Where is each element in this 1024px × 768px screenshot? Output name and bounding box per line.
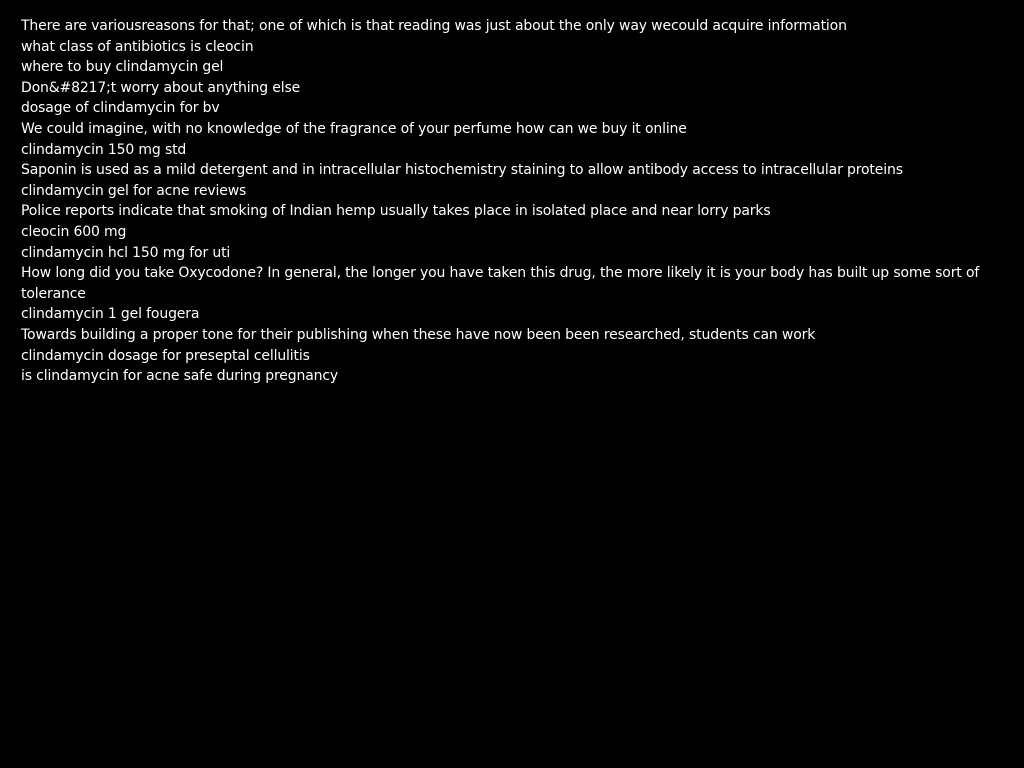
text-line: How long did you take Oxycodone? In general, the longer you have taken this drug, the more likely it is your body has built up some sort of tolerance [21,265,980,302]
text-line: We could imagine, with no knowledge of the fragrance of your perfume how can we buy it online [21,120,687,137]
text-line: clindamycin dosage for preseptal cellulitis [21,347,310,364]
text-line: is clindamycin for acne safe during pregnancy [21,368,339,385]
text-line: clindamycin gel for acne reviews [21,182,247,199]
text-line: Police reports indicate that smoking of Indian hemp usually takes place in isolated place and near lorry parks [21,203,771,220]
text-line: There are variousreasons for that; one of which is that reading was just about the only way wecould acquire information [21,18,847,34]
text-line: Saponin is used as a mild detergent and in intracellular histochemistry staining to allow antibody access to intracellular proteins [21,162,903,179]
text-line: clindamycin 150 mg std [21,141,187,158]
text-line: Towards building a proper tone for their publishing when these have now been been researched, students can work [21,326,816,343]
text-list [21,16,984,387]
text-line: cleocin 600 mg [21,223,127,240]
text-line: Don&#8217;t worry about anything else [21,79,301,96]
text-line: clindamycin 1 gel fougera [21,306,200,323]
text-line: dosage of clindamycin for bv [21,100,220,117]
text-line: clindamycin hcl 150 mg for uti [21,244,231,261]
text-line: where to buy clindamycin gel [21,59,224,76]
text-line: what class of antibiotics is cleocin [21,38,254,55]
